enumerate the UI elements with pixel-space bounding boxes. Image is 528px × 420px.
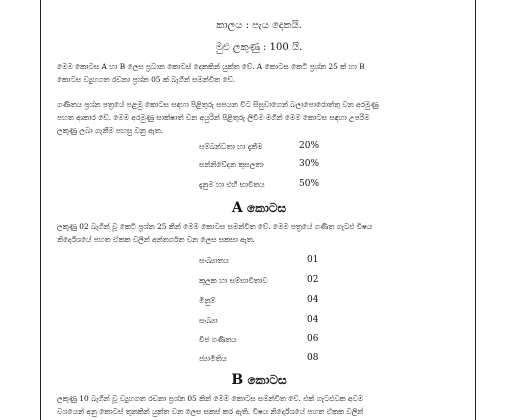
intro-line: කොටස ව්‍යුහගත රචනා ප්‍රශ්න 05 ක් බැගින් සමන්විත වේ.: [57, 75, 236, 84]
objectives-line: ගණිතය ප්‍රශ්න පත්‍රයේ පළමු කොටස සඳහා පිළිතුරු සපයන විට සිසුවාගෙන් බලාපොරොත්තු වන අරමුණු: [57, 100, 379, 109]
unit-count: 04: [307, 295, 319, 305]
document-page: [40, 0, 476, 420]
total-marks: මුළු ලකුණු : 100 යි.: [215, 42, 303, 53]
objective-label: සම්බන්ධතා හා දැනීම: [199, 142, 263, 151]
section-b-word: කොටස: [247, 373, 287, 387]
section-b-heading: [41, 372, 477, 388]
unit-label: මිනුම්: [199, 296, 216, 305]
intro-line: මෙම කොටස A හා B ලෙස ප්‍රධාන කොටස් දෙකකින් යුක්ත වේ. A කොටස කෙටි ප්‍රශ්න 25 ක් හා B: [57, 62, 365, 71]
section-a-word: කොටස: [246, 201, 287, 215]
unit-count: 04: [307, 315, 319, 325]
exam-duration: කාලය : පැය දෙකයි.: [216, 20, 302, 31]
unit-label: කුලක හා සම්භාවිතාව: [199, 276, 268, 285]
unit-count: 08: [307, 353, 319, 363]
objectives-line: පහත ආකාර වේ. මෙම අරමුණු සාක්ෂාත් වන අයුරින් පිළිතුරු ලිවීම මගින් මෙම කොටස සඳහා උපරිම: [57, 113, 370, 122]
section-b-intro: [57, 392, 461, 418]
section-a-heading: [41, 200, 477, 216]
objective-value: 20%: [299, 141, 320, 151]
section-a-intro-line: ලකුණු 02 බැගින් වූ කෙටි ප්‍රශ්න 25 කින් මෙම කොටස සමන්විත වේ. මෙම පත්‍රයේ ගණිත ගැටළු විෂය: [57, 222, 373, 231]
section-a-intro-line: නිර්දේශයේ පහත ඒකක වලින් අන්තර්ගත වන ලෙස සකසා ඇත.: [57, 235, 255, 244]
unit-label: සංඛ්‍යාතය: [199, 256, 229, 265]
unit-count: 01: [307, 255, 319, 265]
objectives-line: ලකුණු ලබා ගැනීම පහසු වනු ඇත.: [57, 126, 163, 135]
section-b-letter: B: [231, 372, 244, 388]
objectives-paragraph: [57, 98, 461, 137]
section-b-intro-line: ලකුණු 10 බැගින් වූ ව්‍යුහගත රචනා ප්‍රශ්න 05 කින් මෙම කොටස සමන්විත වේ. එක් ගැටළුවක අවම: [57, 394, 364, 403]
objective-label: සන්නිවේදන කුසලතා: [199, 160, 264, 169]
objective-value: 30%: [299, 159, 320, 169]
unit-label: සංඛ්‍යා: [199, 316, 218, 325]
objective-value: 50%: [299, 179, 320, 189]
intro-paragraph: [57, 60, 461, 86]
section-a-letter: A: [231, 200, 243, 216]
objective-label: දැනුම හා එහි භාවිතය: [199, 180, 265, 189]
unit-label: ජ්‍යාමිතිය: [199, 354, 227, 363]
unit-count: 02: [307, 275, 319, 285]
section-a-intro: [57, 220, 461, 246]
unit-label: වීජ ගණිතය: [199, 335, 237, 344]
unit-count: 06: [307, 334, 319, 344]
section-b-intro-line: වශයෙන් අනු කොටස් තුනකින් යුක්ත වන ලෙස සකස් කර ඇති. විෂය නිර්දේශයේ පහත ඒකක වලින්: [57, 407, 364, 416]
